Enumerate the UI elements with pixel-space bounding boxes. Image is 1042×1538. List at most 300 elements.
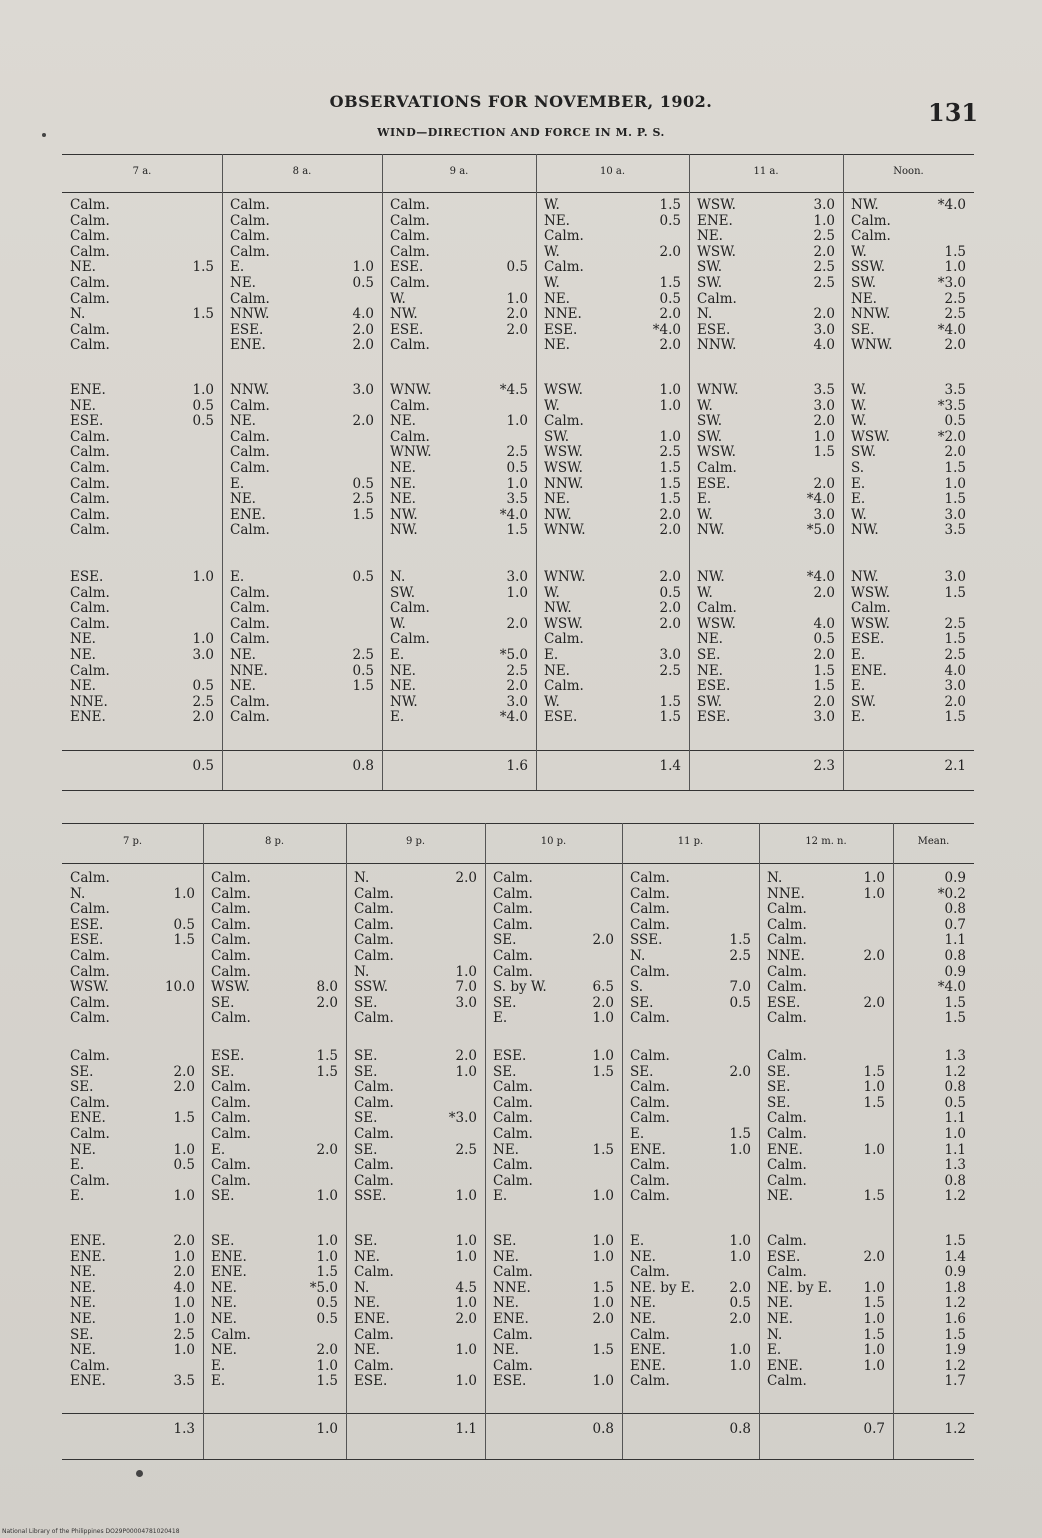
wind-direction: Calm.	[544, 631, 584, 648]
column-mean: 2.3	[813, 758, 835, 774]
wind-direction: Calm.	[230, 197, 270, 213]
table-rule	[62, 863, 974, 864]
wind-direction: Calm.	[211, 963, 251, 980]
wind-direction: Calm.	[354, 916, 394, 933]
wind-force: *4.0	[499, 506, 528, 523]
wind-direction: Calm.	[493, 1326, 533, 1343]
wind-direction: WSW.	[697, 243, 736, 260]
wind-direction: WNW.	[697, 382, 739, 398]
wind-force: 4.0	[813, 615, 835, 632]
wind-direction: Calm.	[697, 460, 737, 476]
wind-direction: NE.	[544, 290, 570, 307]
wind-force: 0.5	[192, 397, 214, 414]
wind-direction: NE.	[70, 1342, 96, 1359]
wind-force: 1.5	[352, 678, 374, 695]
wind-direction: N.	[697, 306, 713, 323]
wind-direction: Calm.	[630, 1010, 670, 1027]
wind-direction: NW.	[851, 569, 879, 585]
wind-direction: Calm.	[354, 1264, 394, 1281]
wind-force: 1.5	[659, 275, 681, 291]
wind-direction: WSW.	[851, 428, 890, 445]
wind-force: 2.0	[316, 1342, 338, 1359]
wind-direction: E.	[851, 678, 866, 695]
wind-force: 1.0	[316, 1248, 338, 1265]
wind-force: 8.0	[316, 979, 338, 996]
wind-force: 4.0	[813, 337, 835, 354]
wind-direction: NW.	[544, 506, 572, 523]
wind-direction: Calm.	[70, 615, 110, 632]
wind-direction: SW.	[697, 693, 723, 710]
wind-force: 7.0	[729, 979, 751, 996]
wind-direction: SE.	[211, 1233, 235, 1249]
wind-direction: Calm.	[70, 1094, 110, 1111]
wind-direction: WSW.	[697, 444, 736, 461]
wind-force: 0.5	[944, 413, 966, 430]
wind-force: 2.0	[316, 1141, 338, 1158]
wind-direction: W.	[390, 290, 406, 307]
column-divider	[346, 823, 347, 1459]
wind-direction: E.	[211, 1141, 226, 1158]
wind-direction: Calm.	[390, 275, 430, 291]
wind-force: 1.0	[729, 1141, 751, 1158]
table-subtitle: WIND—DIRECTION AND FORCE IN M. P. S.	[377, 126, 665, 139]
wind-force: 2.0	[813, 693, 835, 710]
column-mean: 0.8	[352, 758, 374, 774]
wind-direction: NE. by E.	[630, 1279, 695, 1296]
wind-direction: E.	[211, 1373, 226, 1390]
wind-direction: Calm.	[630, 1188, 670, 1205]
wind-direction: NE.	[493, 1342, 519, 1359]
wind-direction: S. by W.	[493, 979, 547, 996]
wind-force: 6.5	[592, 979, 614, 996]
wind-direction: SE.	[211, 1063, 235, 1080]
wind-force: *4.0	[937, 979, 966, 996]
column-header: 9 a.	[449, 166, 469, 177]
morning-wind-table	[62, 154, 974, 790]
wind-direction: SE.	[70, 1063, 94, 1080]
wind-force: 1.5	[944, 1233, 966, 1249]
wind-force: 0.5	[173, 916, 195, 933]
wind-direction: WNW.	[390, 382, 432, 398]
wind-direction: Calm.	[211, 1126, 251, 1142]
wind-direction: Calm.	[493, 1264, 533, 1281]
wind-force: *4.0	[937, 321, 966, 338]
wind-direction: Calm.	[767, 932, 807, 949]
wind-force: 4.0	[352, 306, 374, 323]
wind-direction: E.	[493, 1188, 508, 1205]
wind-force: 1.0	[352, 259, 374, 276]
wind-direction: Calm.	[211, 885, 251, 902]
wind-direction: ESE.	[70, 916, 104, 933]
wind-direction: SE.	[354, 1110, 378, 1127]
wind-force: 3.0	[813, 197, 835, 213]
wind-force: 2.5	[352, 491, 374, 508]
column-mean: 1.0	[316, 1421, 338, 1437]
wind-direction: ENE.	[230, 337, 266, 354]
wind-direction: Calm.	[70, 1048, 110, 1064]
wind-direction: NE.	[230, 275, 256, 291]
column-mean: 1.4	[659, 758, 681, 774]
wind-direction: ENE.	[70, 709, 106, 726]
wind-force: 2.5	[944, 615, 966, 632]
wind-direction: Calm.	[70, 522, 110, 539]
wind-force: 1.5	[944, 460, 966, 476]
table-rule	[62, 750, 974, 751]
wind-direction: Calm.	[70, 460, 110, 476]
wind-direction: Calm.	[767, 1157, 807, 1174]
wind-direction: SE.	[70, 1079, 94, 1096]
wind-force: 0.8	[944, 948, 966, 964]
wind-direction: SE.	[767, 1094, 791, 1111]
wind-force: *4.5	[499, 382, 528, 398]
wind-direction: ESE.	[493, 1048, 527, 1064]
wind-direction: S.	[630, 979, 644, 996]
wind-force: 1.5	[944, 709, 966, 726]
wind-force: 1.5	[173, 1110, 195, 1127]
wind-force: 1.1	[944, 1110, 966, 1127]
wind-force: 2.0	[352, 321, 374, 338]
wind-direction: SE.	[493, 1233, 517, 1249]
wind-direction: Calm.	[493, 901, 533, 918]
wind-direction: Calm.	[70, 600, 110, 617]
column-divider	[759, 823, 760, 1459]
wind-direction: WNW.	[544, 522, 586, 539]
wind-direction: Calm.	[70, 243, 110, 260]
wind-force: 1.0	[592, 1373, 614, 1390]
wind-force: 1.0	[944, 259, 966, 276]
wind-direction: Calm.	[211, 1326, 251, 1343]
wind-direction: E.	[230, 475, 245, 492]
wind-direction: N.	[390, 569, 406, 585]
wind-force: 0.5	[316, 1311, 338, 1327]
wind-force: 2.5	[506, 444, 528, 461]
wind-force: 1.7	[944, 1373, 966, 1390]
wind-direction: Calm.	[230, 212, 270, 229]
wind-force: 2.5	[813, 228, 835, 245]
wind-force: 1.5	[813, 662, 835, 679]
wind-force: 2.0	[813, 584, 835, 601]
wind-direction: ENE.	[211, 1248, 247, 1265]
wind-direction: SE.	[211, 994, 235, 1011]
wind-direction: ENE.	[630, 1342, 666, 1359]
wind-force: 1.0	[863, 870, 885, 886]
wind-force: 2.0	[592, 994, 614, 1011]
wind-direction: W.	[851, 506, 867, 523]
wind-direction: Calm.	[70, 870, 110, 886]
wind-direction: ENE.	[851, 662, 887, 679]
wind-direction: Calm.	[390, 212, 430, 229]
wind-direction: E.	[851, 647, 866, 663]
wind-direction: ENE.	[354, 1311, 390, 1327]
wind-force: 1.5	[659, 460, 681, 476]
wind-direction: E.	[230, 569, 245, 585]
wind-direction: Calm.	[630, 1172, 670, 1189]
wind-direction: N.	[70, 885, 86, 902]
wind-force: 1.5	[659, 475, 681, 492]
wind-force: 1.5	[592, 1063, 614, 1080]
wind-direction: Calm.	[767, 916, 807, 933]
wind-direction: Calm.	[230, 522, 270, 539]
wind-direction: Calm.	[630, 870, 670, 886]
wind-direction: Calm.	[211, 1094, 251, 1111]
wind-direction: NE.	[390, 491, 416, 508]
wind-force: *5.0	[309, 1279, 338, 1296]
wind-force: 2.0	[455, 1048, 477, 1064]
wind-force: 1.0	[455, 1373, 477, 1390]
wind-force: 1.0	[506, 413, 528, 430]
wind-direction: E.	[211, 1357, 226, 1374]
wind-direction: E.	[630, 1233, 645, 1249]
wind-direction: Calm.	[354, 1094, 394, 1111]
wind-direction: Calm.	[630, 1110, 670, 1127]
wind-force: *4.0	[806, 491, 835, 508]
wind-force: 0.5	[352, 569, 374, 585]
wind-direction: NE.	[697, 662, 723, 679]
wind-direction: NE.	[697, 228, 723, 245]
wind-direction: Calm.	[211, 1079, 251, 1096]
wind-direction: NNE.	[767, 885, 805, 902]
wind-direction: SE.	[630, 1063, 654, 1080]
wind-force: 1.0	[316, 1233, 338, 1249]
wind-force: 2.0	[659, 337, 681, 354]
wind-direction: NE.	[630, 1248, 656, 1265]
wind-direction: Calm.	[211, 1157, 251, 1174]
wind-force: 1.0	[863, 1357, 885, 1374]
wind-force: 1.9	[944, 1342, 966, 1359]
wind-force: 2.0	[592, 932, 614, 949]
wind-direction: NE.	[211, 1279, 237, 1296]
column-header: 9 p.	[405, 836, 426, 847]
wind-direction: E.	[390, 647, 405, 663]
wind-direction: ENE.	[630, 1141, 666, 1158]
wind-force: 2.0	[173, 1233, 195, 1249]
margin-mark	[136, 1470, 143, 1477]
wind-force: 1.5	[813, 678, 835, 695]
wind-direction: ESE.	[767, 994, 801, 1011]
wind-direction: NW.	[544, 600, 572, 617]
wind-force: 1.5	[944, 584, 966, 601]
wind-force: 1.5	[659, 197, 681, 213]
wind-direction: Calm.	[544, 678, 584, 695]
wind-force: 2.0	[506, 615, 528, 632]
wind-direction: SW.	[697, 259, 723, 276]
wind-force: 0.5	[352, 275, 374, 291]
wind-force: 2.0	[592, 1311, 614, 1327]
wind-force: 3.0	[813, 709, 835, 726]
wind-direction: NE.	[767, 1295, 793, 1312]
column-header: 10 p.	[540, 836, 567, 847]
wind-direction: Calm.	[493, 963, 533, 980]
wind-direction: NE.	[544, 491, 570, 508]
wind-direction: Calm.	[70, 1357, 110, 1374]
wind-direction: Calm.	[211, 1010, 251, 1027]
wind-force: 1.5	[592, 1342, 614, 1359]
wind-force: 0.5	[659, 584, 681, 601]
wind-force: 3.0	[944, 569, 966, 585]
wind-force: 1.5	[659, 491, 681, 508]
wind-force: 1.3	[944, 1157, 966, 1174]
wind-direction: NE.	[390, 662, 416, 679]
wind-direction: Calm.	[211, 932, 251, 949]
wind-force: 1.5	[863, 1094, 885, 1111]
column-divider	[203, 823, 204, 1459]
wind-direction: SE.	[851, 321, 875, 338]
wind-force: 2.0	[192, 709, 214, 726]
wind-force: 1.5	[316, 1063, 338, 1080]
wind-direction: NE.	[493, 1248, 519, 1265]
wind-direction: NNW.	[230, 382, 270, 398]
wind-direction: Calm.	[390, 631, 430, 648]
wind-direction: ENE.	[211, 1264, 247, 1281]
wind-direction: WSW.	[211, 979, 250, 996]
wind-direction: W.	[851, 397, 867, 414]
wind-force: 1.0	[592, 1295, 614, 1312]
wind-direction: Calm.	[767, 1373, 807, 1390]
wind-force: 1.0	[659, 428, 681, 445]
table-rule	[62, 823, 974, 824]
wind-direction: NE.	[70, 1141, 96, 1158]
wind-force: 1.0	[863, 1141, 885, 1158]
wind-force: 1.0	[659, 382, 681, 398]
wind-force: 1.0	[863, 1342, 885, 1359]
wind-force: 1.5	[944, 994, 966, 1011]
wind-direction: WSW.	[851, 584, 890, 601]
wind-force: 1.0	[944, 1126, 966, 1142]
wind-direction: NE.	[851, 290, 877, 307]
wind-direction: WSW.	[70, 979, 109, 996]
wind-force: 2.5	[813, 259, 835, 276]
wind-force: 1.0	[173, 1311, 195, 1327]
wind-direction: Calm.	[70, 475, 110, 492]
wind-direction: WSW.	[851, 615, 890, 632]
wind-force: 1.5	[944, 243, 966, 260]
wind-force: 3.0	[813, 321, 835, 338]
wind-force: 0.5	[506, 460, 528, 476]
wind-force: 2.0	[506, 678, 528, 695]
wind-force: 1.0	[592, 1048, 614, 1064]
wind-direction: Calm.	[493, 870, 533, 886]
wind-direction: Calm.	[70, 275, 110, 291]
wind-direction: N.	[354, 1279, 370, 1296]
wind-direction: Calm.	[544, 259, 584, 276]
wind-direction: SE.	[493, 1063, 517, 1080]
wind-direction: Calm.	[211, 901, 251, 918]
column-divider	[843, 154, 844, 790]
wind-direction: ENE.	[767, 1357, 803, 1374]
wind-direction: Calm.	[354, 1157, 394, 1174]
wind-force: 1.0	[192, 382, 214, 398]
wind-direction: ENE.	[70, 382, 106, 398]
wind-direction: SW.	[544, 428, 570, 445]
wind-direction: W.	[544, 275, 560, 291]
wind-direction: Calm.	[230, 615, 270, 632]
wind-force: 3.0	[506, 693, 528, 710]
wind-force: 1.0	[863, 1279, 885, 1296]
wind-direction: E.	[70, 1157, 85, 1174]
wind-force: *4.0	[499, 709, 528, 726]
wind-direction: N.	[70, 306, 86, 323]
wind-direction: Calm.	[70, 228, 110, 245]
column-mean: 0.7	[863, 1421, 885, 1437]
wind-force: 2.0	[173, 1264, 195, 1281]
wind-direction: NNW.	[697, 337, 737, 354]
wind-direction: SW.	[697, 428, 723, 445]
wind-force: 1.0	[455, 1063, 477, 1080]
wind-force: 1.0	[173, 1248, 195, 1265]
wind-direction: Calm.	[230, 243, 270, 260]
wind-direction: NE.	[230, 647, 256, 663]
wind-direction: E.	[630, 1126, 645, 1142]
wind-direction: NNE.	[544, 306, 582, 323]
wind-direction: W.	[544, 584, 560, 601]
wind-force: 3.5	[813, 382, 835, 398]
wind-direction: SE.	[697, 647, 721, 663]
wind-force: 0.9	[944, 1264, 966, 1281]
wind-direction: E.	[390, 709, 405, 726]
wind-direction: SE.	[70, 1326, 94, 1343]
wind-direction: W.	[697, 397, 713, 414]
table-rule	[62, 154, 974, 155]
wind-direction: ESE.	[230, 321, 264, 338]
wind-force: 1.0	[316, 1188, 338, 1205]
wind-direction: Calm.	[70, 1126, 110, 1142]
wind-force: *4.0	[652, 321, 681, 338]
wind-force: 0.5	[506, 259, 528, 276]
wind-force: 1.5	[863, 1063, 885, 1080]
wind-direction: Calm.	[230, 600, 270, 617]
wind-direction: E.	[851, 475, 866, 492]
wind-force: 0.8	[944, 901, 966, 918]
column-divider	[536, 154, 537, 790]
wind-force: 2.5	[506, 662, 528, 679]
wind-direction: Calm.	[211, 1172, 251, 1189]
wind-force: 2.5	[944, 290, 966, 307]
wind-force: 1.0	[173, 885, 195, 902]
wind-force: *5.0	[806, 522, 835, 539]
wind-force: 1.5	[944, 631, 966, 648]
wind-direction: Calm.	[767, 979, 807, 996]
margin-mark	[42, 133, 46, 137]
wind-force: 1.0	[506, 475, 528, 492]
wind-force: 1.0	[506, 290, 528, 307]
wind-direction: Calm.	[630, 963, 670, 980]
column-mean: 1.2	[944, 1421, 966, 1437]
wind-force: 1.1	[944, 932, 966, 949]
wind-force: *4.0	[937, 197, 966, 213]
column-divider	[622, 823, 623, 1459]
wind-direction: Calm.	[493, 1079, 533, 1096]
wind-direction: W.	[390, 615, 406, 632]
wind-direction: SE.	[767, 1079, 791, 1096]
wind-force: 0.5	[352, 475, 374, 492]
wind-direction: ESE.	[70, 932, 104, 949]
wind-direction: W.	[851, 243, 867, 260]
wind-force: 0.5	[659, 212, 681, 229]
wind-direction: ESE.	[697, 709, 731, 726]
wind-direction: Calm.	[493, 916, 533, 933]
wind-direction: NE.	[390, 475, 416, 492]
wind-direction: W.	[544, 243, 560, 260]
wind-direction: NE.	[630, 1295, 656, 1312]
wind-direction: Calm.	[354, 1010, 394, 1027]
wind-direction: E.	[851, 491, 866, 508]
wind-direction: SE.	[630, 994, 654, 1011]
column-divider	[485, 823, 486, 1459]
wind-direction: NE.	[70, 631, 96, 648]
wind-direction: NE.	[544, 337, 570, 354]
wind-direction: NE.	[544, 212, 570, 229]
wind-direction: Calm.	[493, 948, 533, 964]
